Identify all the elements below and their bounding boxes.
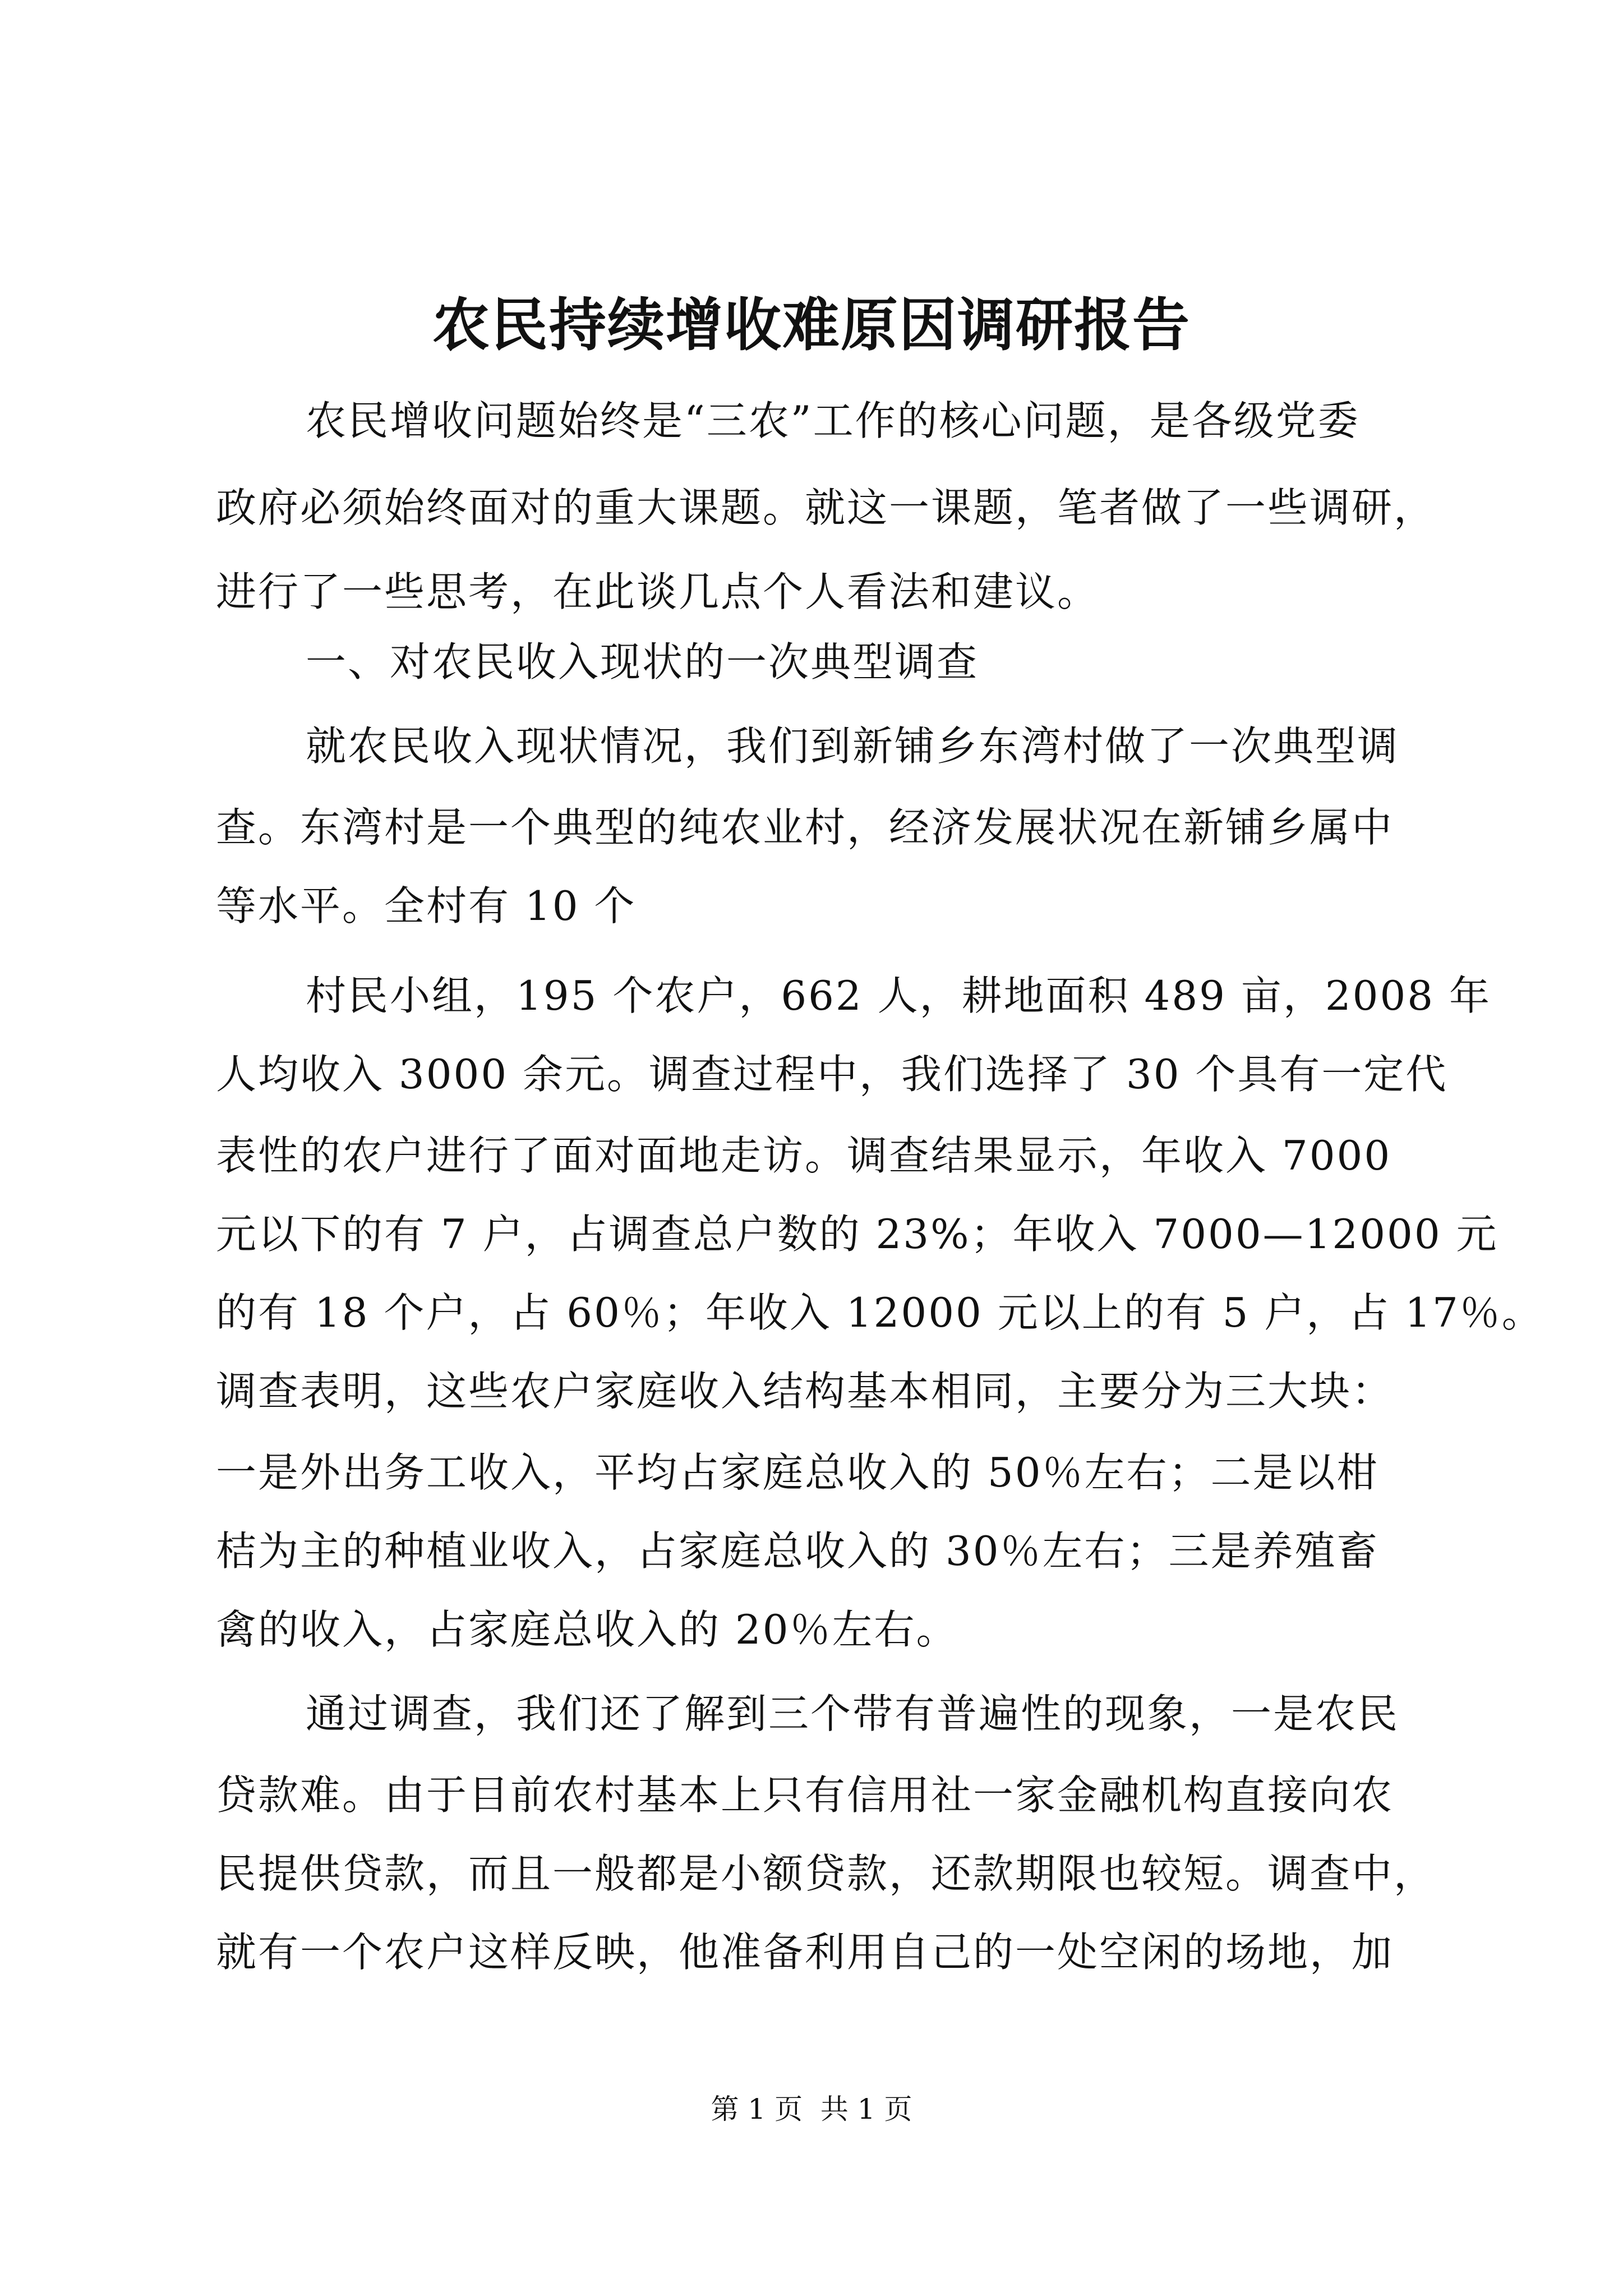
text-line: 元以下的有 7 户，占调查总户数的 23%；年收入 7000—12000 元: [216, 1211, 1498, 1258]
text-line: 村民小组，195 个农户，662 人，耕地面积 489 亩，2008 年: [306, 972, 1491, 1019]
document-title: 农民持续增收难原因调研报告: [432, 292, 1191, 359]
text-line: 桔为主的种植业收入，占家庭总收入的 30％左右；三是养殖畜: [216, 1527, 1379, 1575]
text-line: 政府必须始终面对的重大课题。就这一课题，笔者做了一些调研，: [216, 484, 1436, 531]
text-line: 的有 18 个户，占 60％；年收入 12000 元以上的有 5 户，占 17％。: [216, 1289, 1544, 1336]
text-line: 查。东湾村是一个典型的纯农业村，经济发展状况在新铺乡属中: [216, 804, 1394, 851]
text-line: 民提供贷款，而且一般都是小额贷款，还款期限也较短。调查中，: [216, 1850, 1436, 1897]
text-line: 贷款难。由于目前农村基本上只有信用社一家金融机构直接向农: [216, 1772, 1394, 1819]
text-line: 调查表明，这些农户家庭收入结构基本相同，主要分为三大块：: [216, 1368, 1394, 1415]
text-line: 就农民收入现状情况，我们到新铺乡东湾村做了一次典型调: [306, 723, 1400, 770]
text-line: 人均收入 3000 余元。调查过程中，我们选择了 30 个具有一定代: [216, 1051, 1448, 1098]
text-line: 表性的农户进行了面对面地走访。调查结果显示，年收入 7000: [216, 1132, 1392, 1179]
text-line: 进行了一些思考，在此谈几点个人看法和建议。: [216, 568, 1100, 615]
text-line: 禽的收入，占家庭总收入的 20％左右。: [216, 1606, 958, 1653]
page-number-footer: 第 1 页 共 1 页: [711, 2093, 912, 2125]
text-line: 就有一个农户这样反映，他准备利用自己的一处空闲的场地，加: [216, 1929, 1394, 1976]
text-line: 等水平。全村有 10 个: [216, 882, 637, 930]
text-line: 农民增收问题始终是“三农”工作的核心问题，是各级党委: [306, 397, 1360, 444]
text-line: 通过调查，我们还了解到三个带有普遍性的现象，一是农民: [306, 1690, 1400, 1737]
text-line: 一是外出务工收入，平均占家庭总收入的 50％左右；二是以柑: [216, 1449, 1379, 1496]
section-heading: 一、对农民收入现状的一次典型调查: [306, 638, 979, 685]
